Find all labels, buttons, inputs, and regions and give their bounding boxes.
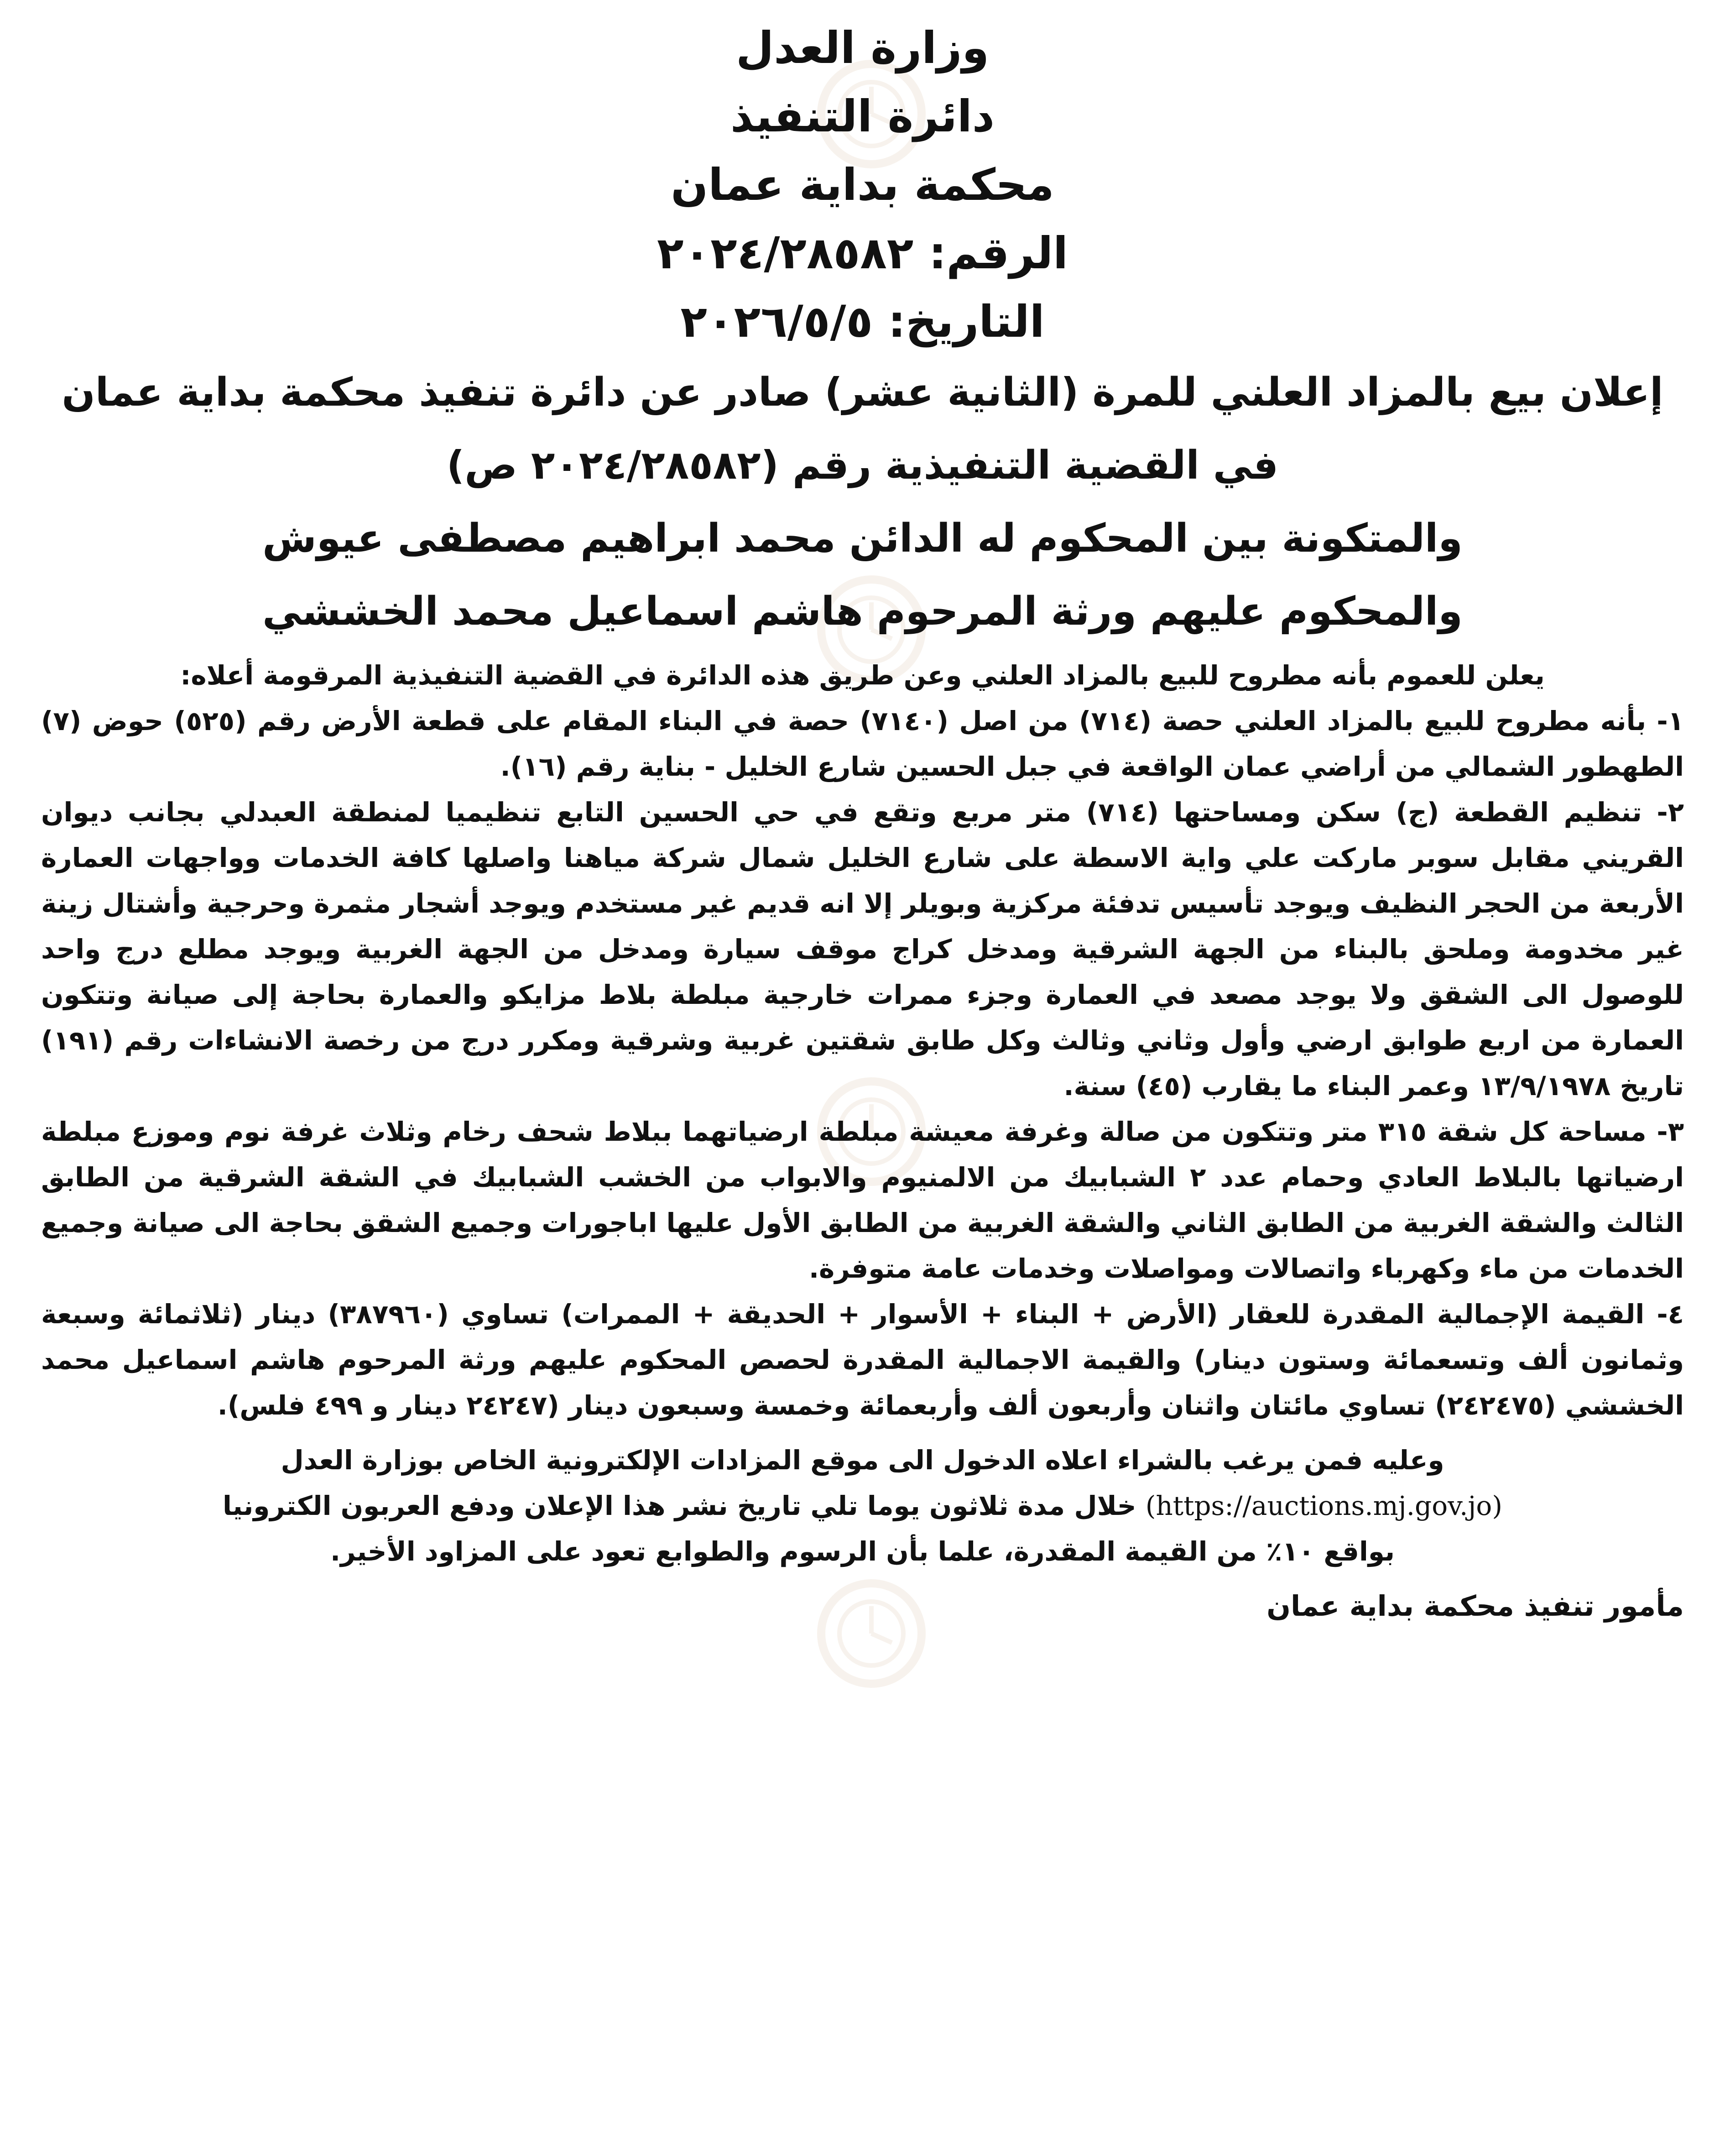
case-number: الرقم: ٢٠٢٤/٢٨٥٨٢ — [657, 228, 1068, 279]
notice-body — [41, 698, 1684, 1428]
closing-line-3: بواقع ١٠٪ من القيمة المقدرة، علما بأن الرسوم والطوابع تعود على المزاود الأخير. — [330, 1536, 1395, 1567]
notice-title — [41, 356, 1684, 648]
auction-notice — [41, 14, 1684, 2142]
clause-1: ١- بأنه مطروح للبيع بالمزاد العلني حصة (٧١٤) من اصل (٧١٤٠) حصة في البناء المقام على قطعة الأرض رقم (٥٢٥) حوض (٧) الطهطور الشمالي من أراضي عمان الواقعة في جبل الحسين شارع الخليل - بناية رقم (١٦). — [41, 705, 1684, 782]
notice-closing — [41, 1437, 1684, 1574]
notice-intro: يعلن للعموم بأنه مطروح للبيع بالمزاد العلني وعن طريق هذه الدائرة في القضية التنفيذية المرقومة أعلاه: — [180, 660, 1545, 691]
signature: مأمور تنفيذ محكمة بداية عمان — [1266, 1589, 1684, 1623]
closing-line-2-text: خلال مدة ثلاثون يوما تلي تاريخ نشر هذا الإعلان ودفع العربون الكترونيا — [223, 1490, 1136, 1521]
title-line-1: إعلان بيع بالمزاد العلني للمرة (الثانية عشر) صادر عن دائرة تنفيذ محكمة بداية عمان — [62, 370, 1663, 415]
clause-4: ٤- القيمة الإجمالية المقدرة للعقار (الأرض + البناء + الأسوار + الحديقة + الممرات) تساوي (٣٨٧٩٦٠) دينار (ثلاثمائة وسبعة وثمانون ألف وتسعمائة وستون دينار) والقيمة الاجمالية المقدرة لحصص المحكوم عليهم ورثة المرحوم هاشم اسماعيل محمد الخششي (٢٤٢٤٧٥) تساوي مائتان واثنان وأربعون ألف وأربعمائة وخمسة وسبعون دينار (٢٤٢٤٧ دينار و ٤٩٩ فلس). — [41, 1299, 1684, 1421]
auction-site-link[interactable]: (https://auctions.mj.gov.jo) — [1145, 1490, 1502, 1521]
department-name: دائرة التنفيذ — [730, 91, 995, 142]
closing-line-2 — [41, 1483, 1684, 1529]
notice-date: التاريخ: ٢٠٢٦/٥/٥ — [680, 296, 1045, 347]
ministry-name: وزارة العدل — [735, 22, 990, 73]
closing-line-1: وعليه فمن يرغب بالشراء اعلاه الدخول الى موقع المزادات الإلكترونية الخاص بوزارة العدل — [281, 1445, 1444, 1476]
title-line-3: والمتكونة بين المحكوم له الدائن محمد ابراهيم مصطفى عيوش — [262, 516, 1463, 561]
title-line-2: في القضية التنفيذية رقم (٢٠٢٤/٢٨٥٨٢ ص) — [446, 443, 1279, 488]
title-line-4: والمحكوم عليهم ورثة المرحوم هاشم اسماعيل محمد الخششي — [262, 589, 1463, 634]
clause-2: ٢- تنظيم القطعة (ج) سكن ومساحتها (٧١٤) متر مربع وتقع في حي الحسين التابع تنظيميا لمنطقة العبدلي بجانب ديوان القريني مقابل سوبر ماركت علي واية الاسطة على شارع الخليل شمال شركة مياهنا واصلها كافة الخدمات وواجهات العمارة الأربعة من الحجر النظيف ويوجد تأسيس تدفئة مركزية وبويلر إلا انه قديم غير مستخدم ويوجد أشجار مثمرة وحرجية وأشتال زينة غير مخدومة وملحق بالبناء من الجهة الشرقية ومدخل كراج موقف سيارة ومدخل من الجهة الغربية ويوجد مطلع درج واحد للوصول الى الشقق ولا يوجد مصعد في العمارة وجزء ممرات خارجية مبلطة بلاط مزايكو والعمارة بحاجة إلى صيانة وتتكون العمارة من اربع طوابق ارضي وأول وثاني وثالث وكل طابق شقتين غربية وشرقية ومكرر درج من رخصة الانشاءات رقم (١٩١) تاريخ ١٣/٩/١٩٧٨ وعمر البناء ما يقارب (٤٥) سنة. — [41, 797, 1684, 1101]
clause-3: ٣- مساحة كل شقة ٣١٥ متر وتتكون من صالة وغرفة معيشة مبلطة ارضياتهما ببلاط شحف رخام وثلاث غرفة نوم وموزع مبلطة ارضياتها بالبلاط العادي وحمام عدد ٢ الشبابيك من الالمنيوم والابواب من الخشب الشبابيك في الشقة الشرقية من الطابق الثالث والشقة الغربية من الطابق الثاني والشقة الغربية من الطابق الأول عليها اباجورات وجميع الشقق بحاجة الى صيانة وجميع الخدمات من ماء وكهرباء واتصالات ومواصلات وخدمات عامة متوفرة. — [41, 1116, 1684, 1284]
court-name: محكمة بداية عمان — [671, 159, 1054, 210]
notice-header — [41, 14, 1684, 356]
